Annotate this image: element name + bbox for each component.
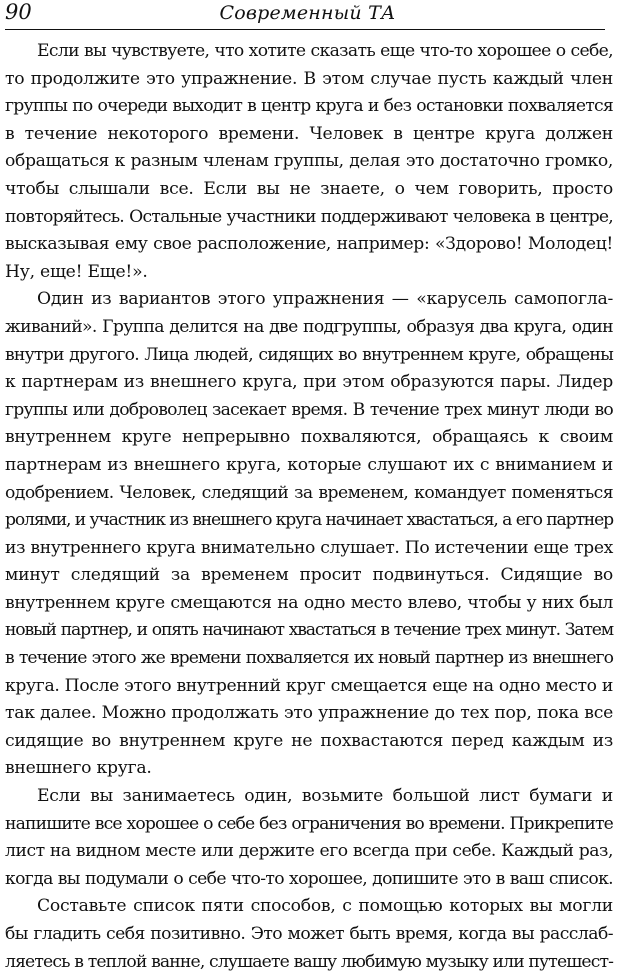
text-line: группы по очереди выходит в центр круга и без остановки похваляется (5, 96, 613, 117)
paragraph (5, 286, 613, 783)
text-line: чтобы слышали все. Если вы не знаете, о чем говорить, просто (5, 178, 613, 199)
text-line: Если вы занимаетесь один, возьмите большой лист бумаги и (37, 786, 613, 807)
text-line: круга. После этого внутренний круг смещается еще на одно место и (5, 675, 613, 696)
paragraph (5, 893, 613, 976)
text-line: когда вы подумали о себе что-то хорошее, допишите это в ваш список. (5, 868, 613, 889)
text-line: повторяйтесь. Остальные участники поддерживают человека в центре, (5, 206, 613, 227)
body-text (5, 38, 613, 976)
text-line: так далее. Можно продолжать это упражнение до тех пор, пока все (5, 703, 613, 724)
text-line: ляетесь в теплой ванне, слушаете вашу любимую музыку или путешест- (5, 951, 614, 972)
text-line: Составьте список пяти способов, с помощью которых вы могли (37, 896, 613, 917)
text-line: ролями, и участник из внешнего круга начинает хвастаться, а его партнер (5, 510, 613, 531)
text-line: группы или доброволец засекает время. В течение трех минут люди во (5, 399, 613, 420)
text-line: в течение некоторого времени. Человек в центре круга должен (5, 123, 613, 144)
text-line: лист на видном месте или держите его всегда при себе. Каждый раз, (5, 841, 613, 862)
running-title: Современный ТА (219, 2, 396, 24)
text-line: из внутреннего круга внимательно слушает. По истечении еще трех (5, 537, 613, 558)
text-line: высказывая ему свое расположение, например: «Здорово! Молодец! (5, 234, 613, 255)
text-line: внутреннем круге непрерывно похваляются, обращаясь к своим (5, 427, 613, 448)
text-line: внешнего круга. (5, 758, 152, 779)
paragraph (5, 783, 613, 893)
text-line: в течение этого же времени похваляется их новый партнер из внешнего (5, 648, 613, 669)
text-line: живаний». Группа делится на две подгруппы, образуя два круга, один (5, 316, 613, 337)
text-line: новый партнер, и опять начинают хвастаться в течение трех минут. Затем (5, 620, 613, 641)
text-line: обращаться к разным членам группы, делая это достаточно громко, (5, 151, 613, 172)
text-line: внутреннем круге смещаются на одно место влево, чтобы у них был (5, 592, 613, 613)
page-number: 90 (5, 0, 32, 24)
text-line: бы гладить себя позитивно. Это может быть время, когда вы расслаб- (5, 924, 613, 944)
text-line: Один из вариантов этого упражнения — «карусель самопогла- (37, 289, 613, 310)
header-rule (5, 29, 605, 30)
text-line: к партнерам из внешнего круга, при этом образуются пары. Лидер (5, 372, 613, 393)
text-line: сидящие во внутреннем круге не похвастаются перед каждым из (5, 730, 613, 751)
text-line: напишите все хорошее о себе без ограничения во времени. Прикрепите (5, 813, 613, 834)
paragraph (5, 38, 613, 286)
page-header (5, 0, 610, 30)
text-line: то продолжите это упражнение. В этом случае пусть каждый член (5, 68, 613, 89)
text-line: одобрением. Человек, следящий за временем, командует поменяться (5, 482, 613, 503)
text-line: партнерам из внешнего круга, которые слушают их с вниманием и (5, 454, 613, 475)
text-line: минут следящий за временем просит подвинуться. Сидящие во (5, 565, 613, 586)
text-line: внутри другого. Лица людей, сидящих во внутреннем круге, обращены (5, 344, 613, 365)
text-line: Если вы чувствуете, что хотите сказать еще что-то хорошее о себе, (37, 41, 613, 61)
text-line: Ну, еще! Еще!». (5, 261, 148, 282)
